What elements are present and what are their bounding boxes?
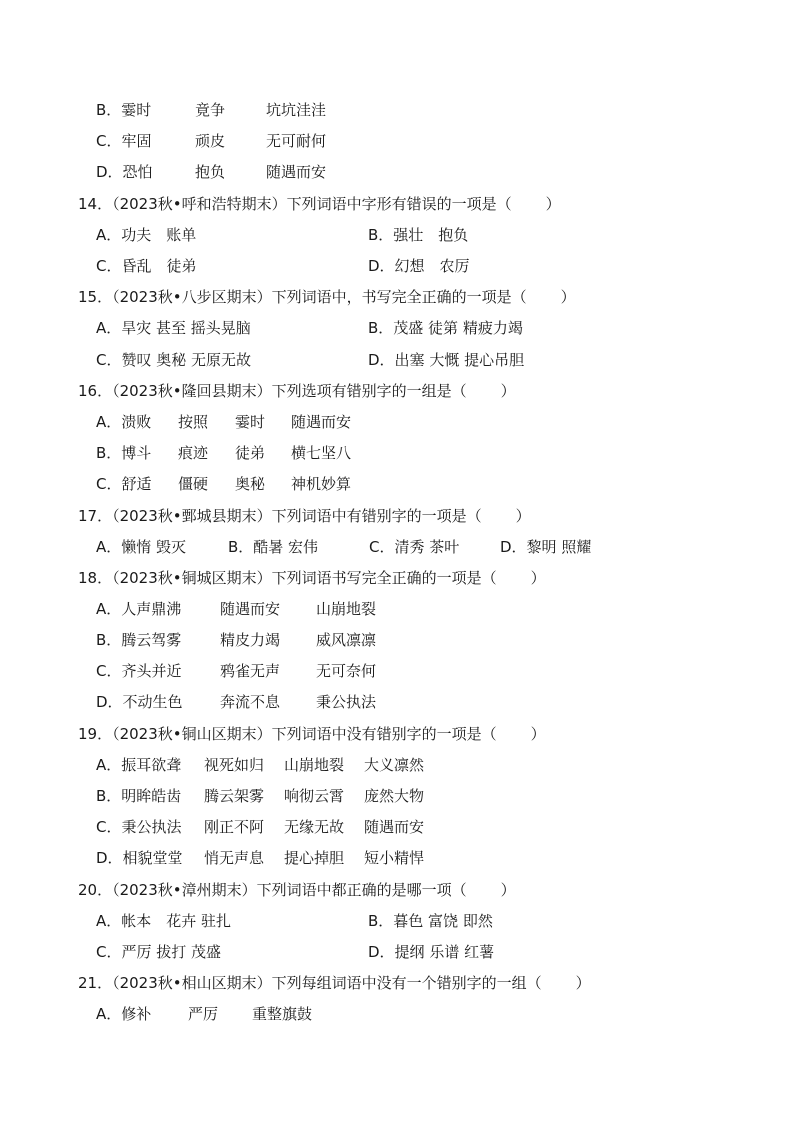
option-text: A．人声鼎沸 <box>96 600 182 618</box>
option-text: 随遇而安 <box>266 163 327 181</box>
option-row <box>0 661 794 681</box>
closing-paren: ） <box>515 507 531 525</box>
option-text: C．严厉 拔打 茂盛 <box>96 943 222 961</box>
question-stem <box>78 381 516 401</box>
option-text: C．清秀 茶叶 <box>369 538 460 556</box>
option-text: B．博斗 <box>96 444 152 462</box>
question-number: 20． <box>78 881 113 899</box>
option-text: B．暮色 富饶 即然 <box>368 912 493 930</box>
option-text: 严厉 <box>188 1005 219 1023</box>
option-text: 山崩地裂 <box>284 756 345 774</box>
question-stem <box>78 880 516 900</box>
option-text: 腾云架雾 <box>204 787 265 805</box>
option-row <box>0 755 794 775</box>
option-text: A．帐本 花卉 驻扎 <box>96 912 232 930</box>
question-number: 19． <box>78 725 113 743</box>
option-text: 无可奈何 <box>316 662 377 680</box>
option-text: 秉公执法 <box>316 693 377 711</box>
option-text: 按照 <box>178 413 209 431</box>
question-stem <box>78 724 546 744</box>
option-row <box>0 474 794 494</box>
question-text: （2023秋•鄄城县期末）下列词语中有错别字的一项是（ <box>112 507 482 525</box>
question-number: 14． <box>78 195 113 213</box>
option-text: 提心掉胆 <box>284 849 345 867</box>
option-text: A．功夫 账单 <box>96 226 197 244</box>
option-text: 庞然大物 <box>364 787 425 805</box>
closing-paren: ） <box>545 195 561 213</box>
option-text: 抱负 <box>195 163 226 181</box>
question-number: 16． <box>78 382 113 400</box>
option-text: 痕迹 <box>178 444 209 462</box>
option-row <box>0 256 794 276</box>
option-text: D．恐怕 <box>96 163 153 181</box>
closing-paren: ） <box>500 881 516 899</box>
question-stem <box>78 194 561 214</box>
question-text: （2023秋•隆回县期末）下列选项有错别字的一组是（ <box>112 382 467 400</box>
option-text: A．懒惰 毁灭 <box>96 538 187 556</box>
closing-paren: ） <box>560 288 576 306</box>
closing-paren: ） <box>500 382 516 400</box>
question-stem <box>78 973 591 993</box>
option-row <box>0 1004 794 1024</box>
option-text: B．明眸皓齿 <box>96 787 182 805</box>
option-text: A．振耳欲聋 <box>96 756 182 774</box>
option-text: D．提纲 乐谱 红薯 <box>368 943 495 961</box>
option-text: C．昏乱 徒弟 <box>96 257 197 275</box>
option-text: 随遇而安 <box>291 413 352 431</box>
option-row <box>0 318 794 338</box>
option-text: 精皮力竭 <box>220 631 281 649</box>
option-text: A．修补 <box>96 1005 152 1023</box>
option-text: B．酷暑 宏伟 <box>228 538 319 556</box>
question-text: （2023秋•呼和浩特期末）下列词语中字形有错误的一项是（ <box>112 195 512 213</box>
closing-paren: ） <box>530 725 546 743</box>
question-text: （2023秋•铜城区期末）下列词语书写完全正确的一项是（ <box>112 569 497 587</box>
option-text: 随遇而安 <box>220 600 281 618</box>
option-text: D．相貌堂堂 <box>96 849 183 867</box>
closing-paren: ） <box>575 974 591 992</box>
option-text: 横七坚八 <box>291 444 352 462</box>
option-text: 神机妙算 <box>291 475 352 493</box>
question-number: 15． <box>78 288 113 306</box>
option-text: 坑坑洼洼 <box>266 101 327 119</box>
option-text: D．幻想 农厉 <box>368 257 470 275</box>
question-number: 21． <box>78 974 113 992</box>
option-text: 霎时 <box>235 413 266 431</box>
option-text: 奔流不息 <box>220 693 281 711</box>
option-text: 无缘无故 <box>284 818 345 836</box>
option-text: 悄无声息 <box>204 849 265 867</box>
option-text: C．赞叹 奥秘 无原无故 <box>96 351 252 369</box>
option-text: 山崩地裂 <box>316 600 377 618</box>
option-row <box>0 848 794 868</box>
option-text: 随遇而安 <box>364 818 425 836</box>
option-text: B．茂盛 徒第 精疲力竭 <box>368 319 523 337</box>
option-row <box>0 412 794 432</box>
question-text: （2023秋•八步区期末）下列词语中，书写完全正确的一项是（ <box>112 288 527 306</box>
question-number: 17． <box>78 507 113 525</box>
option-row <box>0 350 794 370</box>
option-text: D．黎明 照耀 <box>500 538 592 556</box>
option-text: 鸦雀无声 <box>220 662 281 680</box>
option-row <box>0 630 794 650</box>
question-stem <box>78 506 531 526</box>
option-row <box>0 817 794 837</box>
option-text: 徒弟 <box>235 444 266 462</box>
option-text: D．出塞 大慨 提心吊胆 <box>368 351 525 369</box>
option-text: 顽皮 <box>195 132 226 150</box>
closing-paren: ） <box>530 569 546 587</box>
option-text: 僵硬 <box>178 475 209 493</box>
question-text: （2023秋•漳州期末）下列词语中都正确的是哪一项（ <box>112 881 467 899</box>
option-row <box>0 692 794 712</box>
option-row <box>0 599 794 619</box>
option-text: 刚正不阿 <box>204 818 265 836</box>
question-number: 18． <box>78 569 113 587</box>
option-row <box>0 537 794 557</box>
option-text: 无可耐何 <box>266 132 327 150</box>
option-row <box>0 225 794 245</box>
question-stem <box>78 287 576 307</box>
option-text: C．秉公执法 <box>96 818 182 836</box>
option-text: 奥秘 <box>235 475 266 493</box>
option-text: 威风凛凛 <box>316 631 377 649</box>
option-text: 响彻云霄 <box>284 787 345 805</box>
option-row <box>0 100 794 120</box>
option-text: A．旱灾 甚至 摇头晃脑 <box>96 319 251 337</box>
option-text: B．霎时 <box>96 101 152 119</box>
question-text: （2023秋•铜山区期末）下列词语中没有错别字的一项是（ <box>112 725 497 743</box>
option-row <box>0 786 794 806</box>
option-text: A．溃败 <box>96 413 152 431</box>
option-text: 视死如归 <box>204 756 265 774</box>
option-text: C．舒适 <box>96 475 152 493</box>
option-text: 短小精悍 <box>364 849 425 867</box>
question-text: （2023秋•相山区期末）下列每组词语中没有一个错别字的一组（ <box>112 974 542 992</box>
option-text: D．不动生色 <box>96 693 183 711</box>
option-text: 重整旗鼓 <box>252 1005 313 1023</box>
option-text: 大义凛然 <box>364 756 425 774</box>
option-row <box>0 131 794 151</box>
question-stem <box>78 568 546 588</box>
option-text: C．牢固 <box>96 132 152 150</box>
option-row <box>0 911 794 931</box>
option-text: B．腾云驾雾 <box>96 631 182 649</box>
option-text: C．齐头并近 <box>96 662 182 680</box>
option-text: B．强壮 抱负 <box>368 226 469 244</box>
option-row <box>0 443 794 463</box>
option-row <box>0 162 794 182</box>
option-text: 竟争 <box>195 101 226 119</box>
option-row <box>0 942 794 962</box>
